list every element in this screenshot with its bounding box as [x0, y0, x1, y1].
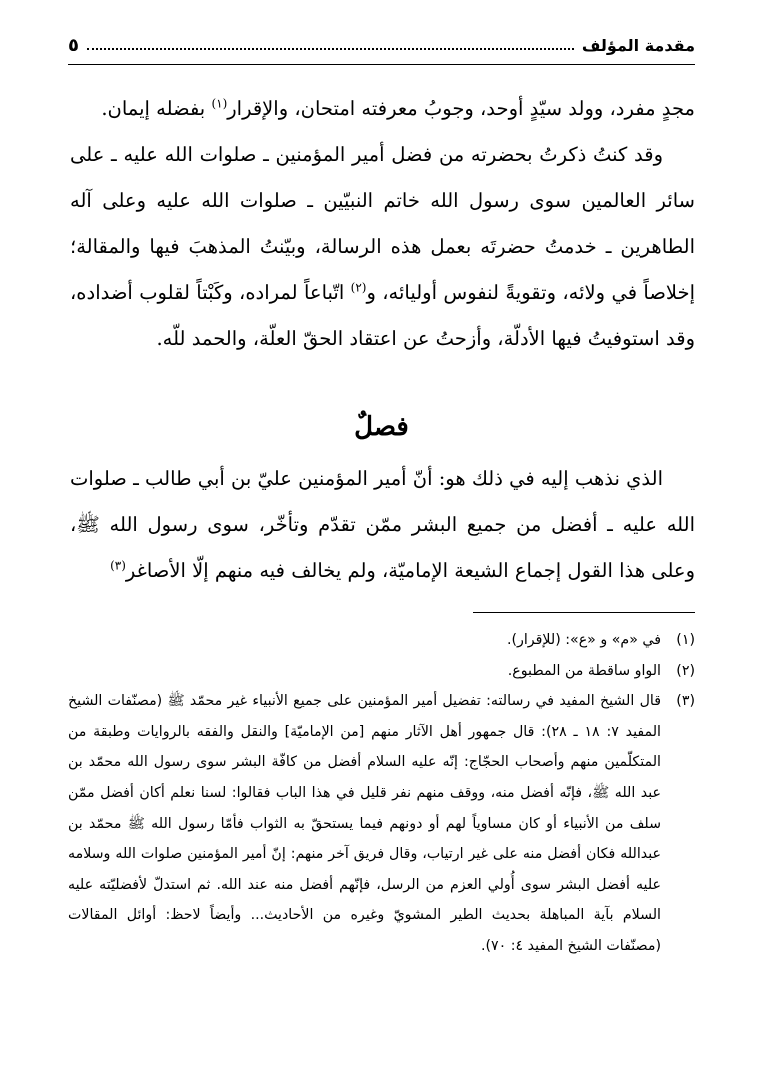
paragraph-2: وقد كنتُ ذكرتُ بحضرته من فضل أمير المؤمنين ـ صلوات الله عليه ـ على سائر العالمين سوى رسول الله خاتم النبيّين ـ صلوات الله عليه وعلى آله الطاهرين ـ خدمتُ حضرتَه بعمل هذه الرسالة، وبيّنتُ المذهبَ فيها والمقالة؛ إخلاصاً في ولائه، وتقويةً لنفوس أوليائه، و$^{(٢)}$ اتّباعاً لمراده، وكَبْتاً لقلوب أضداده، وقد استوفيتُ فيها الأدلّة، وأزحتُ عن اعتقاد الحقّ العلّة، والحمد للّه.: [70, 143, 695, 350]
footnote-number: (١): [676, 632, 695, 648]
body-text-top: [70, 86, 695, 362]
header-leader-dots: [87, 48, 574, 50]
footnote-separator: [473, 612, 695, 613]
footnote-1: [68, 625, 695, 656]
footnote-ref-3: (٣): [110, 558, 126, 573]
footnote-text: الواو ساقطة من المطبوع.: [507, 662, 661, 679]
section-heading: فصلٌ: [354, 412, 409, 442]
footnote-text: في «م» و «ع»: (للإقرار).: [506, 632, 661, 648]
footnote-2: [68, 656, 695, 687]
header-rule: [68, 64, 695, 65]
footnote-number: (٣): [676, 693, 695, 710]
paragraph-3: الذي نذهب إليه في ذلك هو: أنّ أمير المؤمنين عليّ بن أبي طالب ـ صلوات الله عليه ـ أفضل من جميع البشر ممّن تقدّم وتأخّر، سوى رسول الله ﷺ، وعلى هذا القول إجماع الشيعة الإماميّة، ولم يخالف فيه منهم إلّا الأصاغر$^{(٣)}$: [70, 467, 695, 582]
footnotes: [68, 625, 695, 962]
page-number: ٥: [68, 34, 79, 56]
footnote-number: (٢): [676, 662, 695, 679]
footnote-ref-2: (٢): [350, 280, 367, 295]
footnote-ref-1: (١): [211, 96, 228, 111]
header-section-title: مقدمة المؤلف: [581, 35, 695, 55]
footnote-3: [68, 686, 695, 961]
running-header: [68, 30, 695, 60]
paragraph-1: مجدٍ مفرد، وولد سيّدٍ أوحد، وجوبُ معرفته امتحان، والإقرار$^{(١)}$ بفضله إيمان.: [101, 96, 695, 120]
footnote-text: قال الشيخ المفيد في رسالته: تفضيل أمير المؤمنين على جميع الأنبياء غير محمّد ﷺ (مصنّفات الشيخ المفيد ٧: ١٨ ـ ٢٨): قال جمهور أهل الآثار منهم [من الإماميّة] والنقل والفقه بالروايات وطبقة من المتكلّمين منهم وأصحاب الحجّاج: إنّه عليه السلام أفضل من كافّة البشر سوى رسول الله محمّد بن عبد الله ﷺ، فإنّه أفضل منه، ووقف منهم نفر قليل في هذا الباب فقالوا: لسنا نعلم أكان أفضل ممّن سلف من الأنبياء أو كان مساوياً لهم أو دونهم فيما يستحقّ به الثواب فأمّا رسول الله ﷺ محمّد بن عبدالله فكان أفضل منه على غير ارتياب، وقال فريق آخر منهم: إنّ أمير المؤمنين صلوات الله وسلامه عليه أفضل البشر سوى أُولي العزم من الرسل، فإنّهم أفضل منه عند الله. ثم استدلّ لأفضليّته عليه السلام بآية المباهلة بحديث الطير المشويّ وغيره من الأحاديث... وأيضاً لاحظ: أوائل المقالات (مصنّفات الشيخ المفيد ٤: ٧٠).: [68, 693, 661, 954]
body-text-section: [70, 456, 695, 594]
